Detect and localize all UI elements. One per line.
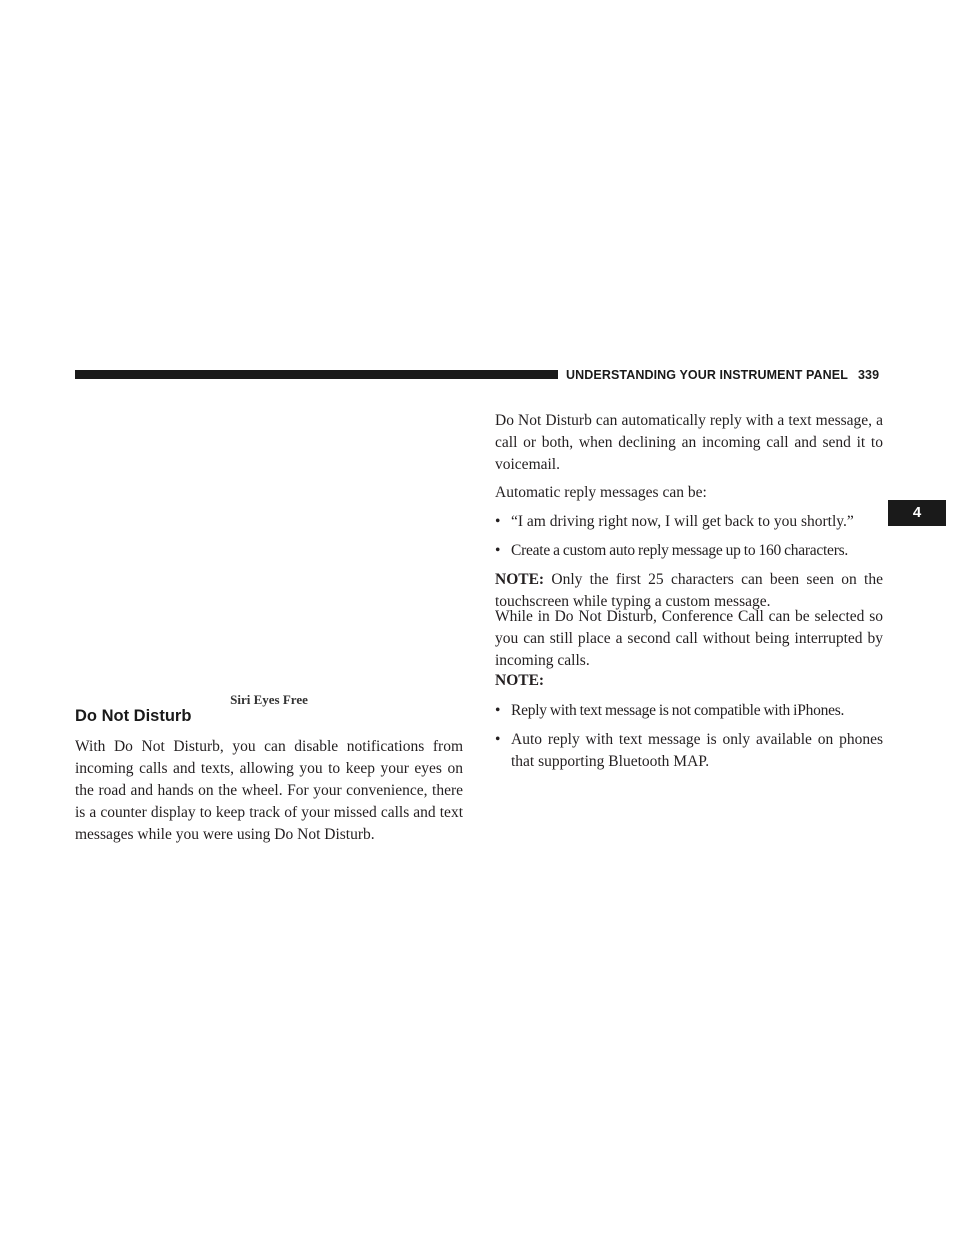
intro-paragraph: Do Not Disturb can automatically reply with a text message, a call or both, when declining an incoming call and send it to voicemail. [495, 412, 883, 473]
section-heading: Do Not Disturb [75, 707, 192, 725]
note-label: NOTE: [495, 571, 545, 588]
chapter-tab: 4 [888, 500, 946, 526]
header-rule [75, 370, 558, 379]
section-title: UNDERSTANDING YOUR INSTRUMENT PANEL [566, 368, 848, 382]
list-item [495, 540, 883, 562]
bullet-icon: • [495, 702, 501, 719]
list-item-text: Auto reply with text message is only available on phones that supporting Bluetooth MAP. [511, 731, 883, 770]
page-number: 339 [857, 368, 880, 382]
conference-paragraph: While in Do Not Disturb, Conference Call can be selected so you can still place a second call without being interrupted by incoming calls. [495, 608, 883, 669]
list-item [495, 511, 883, 533]
note-text: Only the first 25 characters can been seen on the touchscreen while typing a custom message. [495, 571, 883, 610]
figure-caption: Siri Eyes Free [230, 692, 308, 707]
list-item-text: Reply with text message is not compatible with iPhones. [511, 702, 845, 719]
reply-lead: Automatic reply messages can be: [495, 484, 707, 501]
body-paragraph: With Do Not Disturb, you can disable notifications from incoming calls and texts, allowing you to keep your eyes on the road and hands on the wheel. For your convenience, there is a counter display to keep track of your missed calls and text messages while you were using Do Not Disturb. [75, 738, 463, 843]
note-label: NOTE: [495, 672, 545, 689]
list-item-text: Create a custom auto reply message up to 160 characters. [511, 542, 849, 559]
running-header [566, 368, 879, 382]
bullet-icon: • [495, 731, 501, 748]
bullet-icon: • [495, 513, 501, 530]
list-item [495, 700, 883, 722]
list-item-text: “I am driving right now, I will get back to you shortly.” [511, 513, 854, 530]
list-item [495, 729, 883, 773]
bullet-icon: • [495, 542, 501, 559]
